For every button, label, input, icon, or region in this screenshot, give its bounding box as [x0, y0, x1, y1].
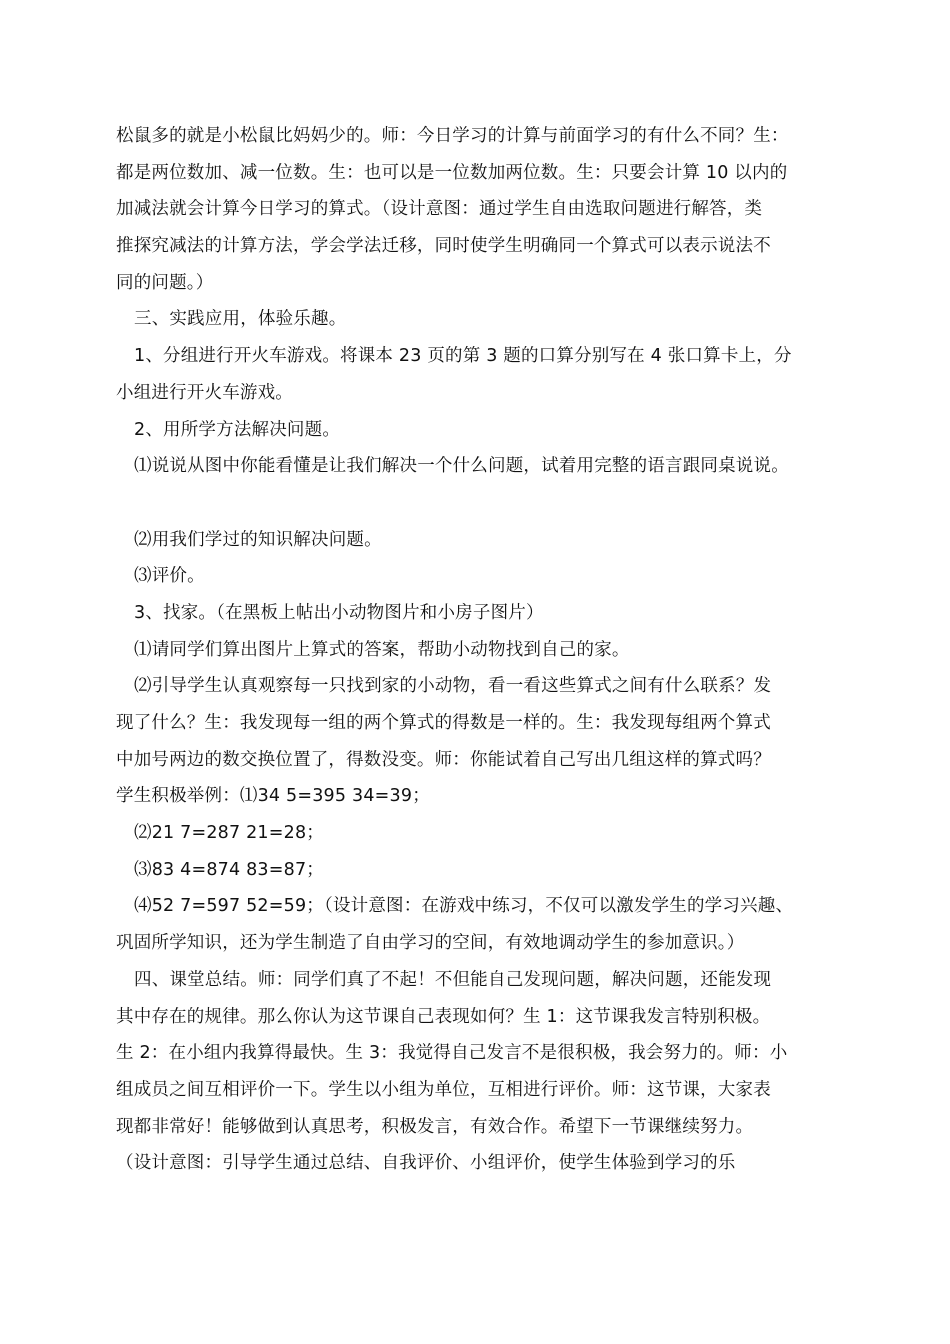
text-line: ⑶83 4=874 83=87；: [134, 859, 324, 880]
text-line: 学生积极举例：⑴34 5=395 34=39；: [116, 786, 430, 807]
blank-line: [116, 485, 846, 522]
text-line: ⑴说说从图中你能看懂是让我们解决一个什么问题，试着用完整的语言跟同桌说说。: [134, 456, 789, 477]
text-line: 组成员之间互相评价一下。学生以小组为单位，互相进行评价。师：这节课，大家表: [116, 1079, 771, 1100]
text-line: 都是两位数加、减一位数。生：也可以是一位数加两位数。生：只要会计算 10 以内的: [116, 162, 788, 183]
text-line: ⑵用我们学过的知识解决问题。: [134, 529, 382, 550]
text-line: 生 2：在小组内我算得最快。生 3：我觉得自己发言不是很积极，我会努力的。师：小: [116, 1043, 788, 1064]
text-line: 1、分组进行开火车游戏。将课本 23 页的第 3 题的口算分别写在 4 张口算卡上，分: [134, 346, 792, 367]
document-page: [116, 118, 846, 1182]
text-line: 现了什么？生：我发现每一组的两个算式的得数是一样的。生：我发现每组两个算式: [116, 713, 771, 733]
text-line: 中加号两边的数交换位置了，得数没变。师：你能试着自己写出几组这样的算式吗？: [116, 749, 771, 770]
text-line: ⑶评价。: [134, 566, 205, 587]
text-line: 小组进行开火车游戏。: [116, 382, 293, 403]
text-line: ⑵引导学生认真观察每一只找到家的小动物，看一看这些算式之间有什么联系？发: [134, 676, 772, 697]
text-line: ⑴请同学们算出图片上算式的答案，帮助小动物找到自己的家。: [134, 639, 630, 660]
text-line: 3、找家。（在黑板上帖出小动物图片和小房子图片）: [134, 602, 544, 623]
text-line: 现都非常好！能够做到认真思考，积极发言，有效合作。希望下一节课继续努力。: [116, 1116, 754, 1137]
text-line: 巩固所学知识，还为学生制造了自由学习的空间，有效地调动学生的参加意识。）: [116, 933, 745, 954]
section-heading: 三、实践应用，体验乐趣。: [134, 309, 347, 330]
text-line: 加减法就会计算今日学习的算式。（设计意图：通过学生自由选取问题进行解答，类: [116, 199, 763, 220]
text-line: （设计意图：引导学生通过总结、自我评价、小组评价，使学生体验到学习的乐: [116, 1153, 736, 1174]
text-line: 推探究减法的计算方法，学会学法迁移，同时使学生明确同一个算式可以表示说法不: [116, 236, 771, 257]
text-line: 同的问题。）: [116, 272, 214, 293]
text-line: 松鼠多的就是小松鼠比妈妈少的。师：今日学习的计算与前面学习的有什么不同？生：: [116, 126, 789, 146]
text-line: 其中存在的规律。那么你认为这节课自己表现如何？生 1：这节课我发言特别积极。: [116, 1006, 771, 1027]
text-line: ⑵21 7=287 21=28；: [134, 823, 324, 844]
text-line: ⑷52 7=597 52=59；（设计意图：在游戏中练习，不仅可以激发学生的学习兴趣、: [134, 896, 794, 917]
text-line: 2、用所学方法解决问题。: [134, 419, 341, 440]
section-heading: 四、课堂总结。师：同学们真了不起！不但能自己发现问题，解决问题，还能发现: [134, 969, 772, 990]
